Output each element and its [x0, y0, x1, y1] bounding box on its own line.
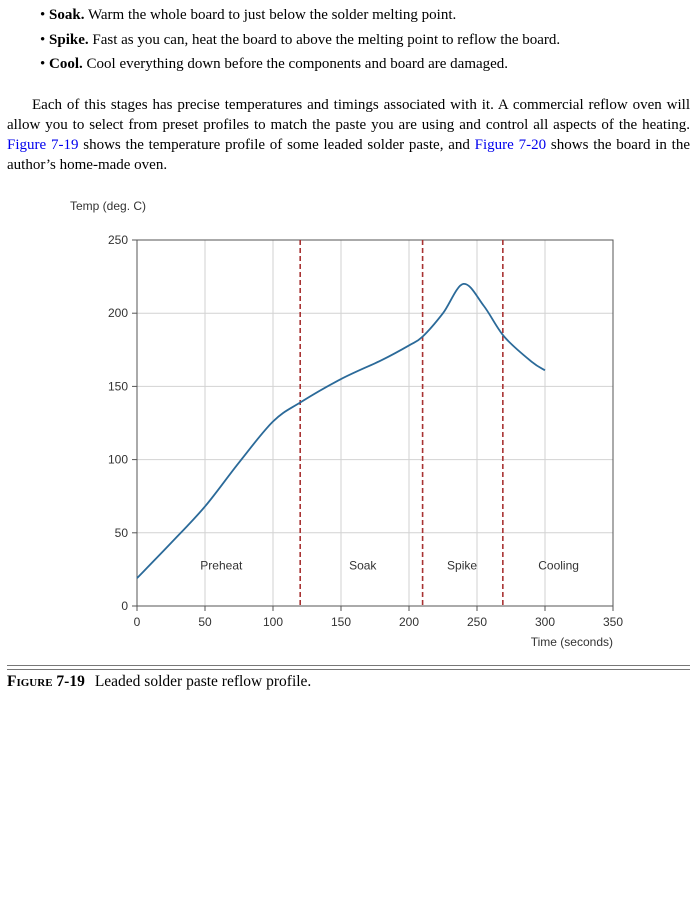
y-tick-label: 250	[107, 233, 128, 247]
region-label-spike: Spike	[447, 558, 478, 573]
region-label-cooling: Cooling	[538, 558, 579, 573]
x-tick-label: 150	[330, 615, 352, 629]
bullet-text: Warm the whole board to just below the solder melting point.	[87, 7, 457, 23]
paragraph-text: Each of this stages has precise temperatures and timings associated with it. A commercial reflow oven will allow you to select from preset profiles to match the paste you are using and control all aspects of the heating.	[7, 97, 690, 133]
bullet-soak: • Soak. Warm the whole board to just below the solder melting point.	[40, 7, 457, 23]
region-label-preheat: Preheat	[200, 558, 243, 573]
body-paragraph	[7, 95, 690, 175]
caption-figure-word: Figure	[7, 673, 53, 690]
y-tick-label: 0	[121, 599, 128, 613]
y-tick-label: 100	[107, 452, 128, 467]
figure-caption	[7, 673, 311, 691]
reflow-profile-chart	[0, 190, 695, 655]
bullet-term: Soak.	[49, 7, 85, 23]
bullet-text: Fast as you can, heat the board to above the melting point to reflow the board.	[92, 31, 561, 48]
bullet-cool: • Cool. Cool everything down before the components and board are damaged.	[40, 56, 509, 72]
figure-7-19-link[interactable]: Figure 7-19	[7, 137, 79, 153]
region-label-soak: Soak	[349, 558, 377, 573]
y-tick-label: 150	[107, 379, 128, 394]
bullet-term: Spike.	[49, 31, 89, 48]
x-tick-label: 100	[262, 615, 284, 629]
x-tick-label: 50	[198, 615, 212, 629]
x-tick-label: 300	[534, 615, 556, 629]
x-axis-label: Time (seconds)	[530, 635, 613, 649]
x-tick-label: 200	[398, 615, 420, 629]
bullet-text: Cool everything down before the components and board are damaged.	[86, 56, 509, 72]
y-axis-label: Temp (deg. C)	[70, 199, 147, 213]
x-tick-label: 250	[466, 615, 488, 629]
caption-text: Leaded solder paste reflow profile.	[94, 673, 312, 690]
plot-frame	[137, 240, 613, 606]
y-tick-label: 200	[107, 306, 128, 321]
y-tick-label: 50	[114, 525, 128, 540]
x-tick-label: 350	[602, 615, 624, 629]
paragraph-text: shows the board in the author’s home-made oven.	[7, 137, 691, 173]
caption-figure-number: 7-19	[56, 673, 85, 690]
caption-divider	[7, 665, 690, 670]
bullet-list	[40, 3, 690, 77]
bullet-term: Cool.	[49, 56, 83, 72]
paragraph-text: shows the temperature profile of some leaded solder paste, and	[78, 137, 475, 153]
bullet-spike: • Spike. Fast as you can, heat the board to above the melting point to reflow the board.	[40, 31, 561, 48]
x-tick-label: 0	[133, 615, 141, 629]
figure-7-20-link[interactable]: Figure 7-20	[474, 137, 547, 153]
